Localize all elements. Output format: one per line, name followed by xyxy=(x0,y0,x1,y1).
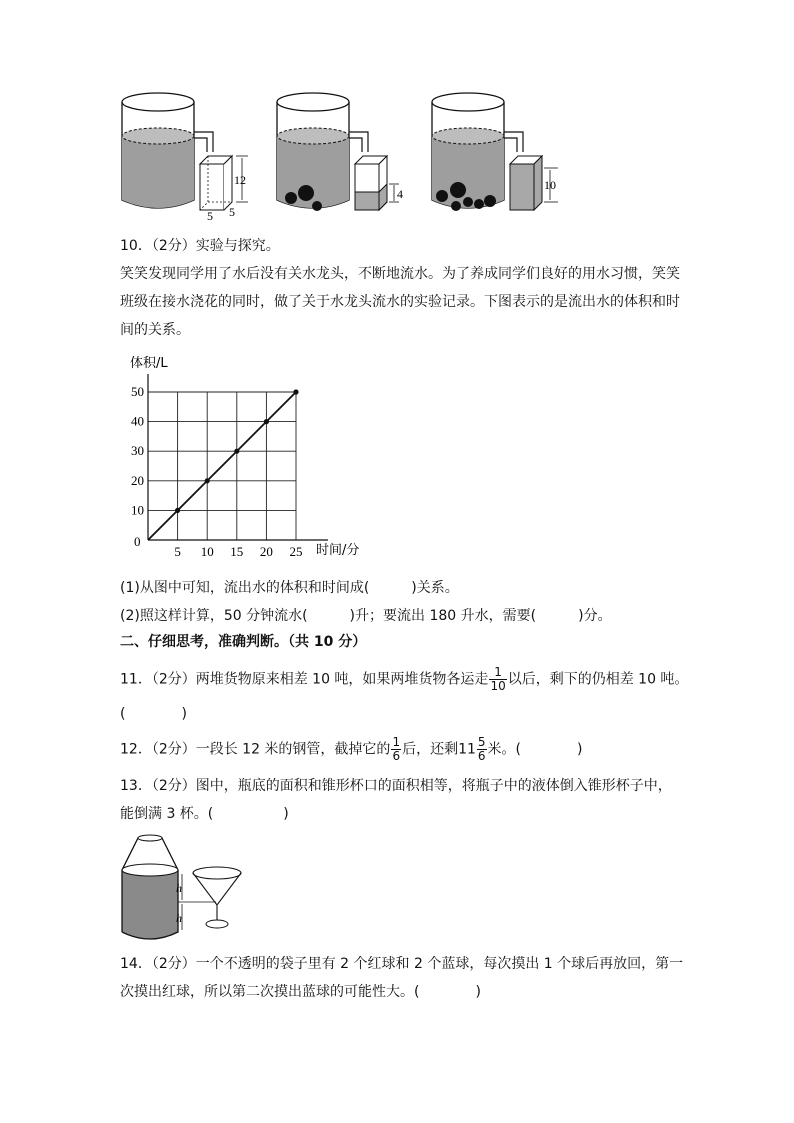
y-tick-label: 30 xyxy=(131,443,144,459)
q10-subquestion-2: (2)照这样计算，50 分钟流水( )升；要流出 180 升水，需要( )分。 xyxy=(120,608,612,624)
q10-paragraph-line-1: 笑笑发现同学用了水后没有关水龙头，不断地流水。为了养成同学们良好的用水习惯，笑笑 xyxy=(120,266,680,282)
q13-line-1: 13．（2分）图中，瓶底的面积和锥形杯口的面积相等，将瓶子中的液体倒入锥形杯子中， xyxy=(120,778,672,794)
q10-subquestion-1: (1)从图中可知，流出水的体积和时间成( )关系。 xyxy=(120,580,459,596)
x-axis-label: 时间/分 xyxy=(316,543,360,558)
q10-paragraph-line-3: 间的关系。 xyxy=(120,322,190,338)
depth-label: 5 xyxy=(229,205,235,219)
q12-text-middle: 后，还剩 xyxy=(402,741,459,758)
y-tick-label: 20 xyxy=(131,472,144,488)
q12-fraction-1 xyxy=(391,736,401,763)
chart-series xyxy=(148,389,299,540)
container-3 xyxy=(432,93,558,211)
data-point xyxy=(264,419,269,424)
x-tick-label: 10 xyxy=(200,544,214,559)
origin-label: 0 xyxy=(134,534,141,549)
height-label: 12 xyxy=(234,173,246,187)
water-rise-label: 4 xyxy=(397,187,403,201)
q10-title: 10．（2分）实验与探究。 xyxy=(120,238,280,254)
y-tick-label: 50 xyxy=(131,384,144,399)
q12-fraction-2-denominator: 6 xyxy=(477,749,486,763)
bottle-and-cone-cup-figure xyxy=(116,832,246,944)
q14-line-2: 次摸出红球，所以第二次摸出蓝球的可能性大。( ) xyxy=(120,984,481,1000)
data-point xyxy=(205,478,210,483)
q12-fraction-1-denominator: 6 xyxy=(392,749,401,763)
q14-line-1: 14．（2分）一个不透明的袋子里有 2 个红球和 2 个蓝球，每次摸出 1 个球后再放回，第一 xyxy=(120,956,684,972)
x-tick-label: 5 xyxy=(174,544,181,559)
y-axis-label: 体积/L xyxy=(130,356,168,371)
chart-axes xyxy=(148,374,328,540)
q11-fraction xyxy=(489,666,506,693)
series-line xyxy=(148,392,296,540)
width-label: 5 xyxy=(207,209,213,222)
q11-answer-blank: ( ) xyxy=(120,706,187,722)
section-2-title: 二、仔细思考，准确判断。（共 10 分） xyxy=(120,634,367,650)
q12-text-end: 米。( ) xyxy=(487,741,583,758)
q11-text-start: 11．（2分）两堆货物原来相差 10 吨，如果两堆货物各运走 xyxy=(120,671,489,688)
container-1 xyxy=(122,93,248,222)
x-tick-label: 20 xyxy=(259,544,273,559)
volume-time-chart xyxy=(118,350,388,565)
q12-text-start: 12．（2分）一段长 12 米的钢管，截掉它的 xyxy=(120,741,391,758)
y-tick-label: 40 xyxy=(131,413,144,429)
h-label-lower: h xyxy=(176,911,182,925)
container-2 xyxy=(277,93,403,211)
q12-mixed-whole: 11 xyxy=(458,741,476,758)
containers-figure xyxy=(110,92,570,222)
q12-fraction-1-numerator: 1 xyxy=(392,735,401,749)
q10-paragraph-line-2: 班级在接水浇花的同时，做了关于水龙头流水的实验记录。下图表示的是流出水的体积和时 xyxy=(120,294,680,310)
q12-fraction-2-numerator: 5 xyxy=(477,735,486,749)
q11-text xyxy=(120,666,688,693)
q11-fraction-numerator: 1 xyxy=(489,666,506,680)
data-point xyxy=(293,389,298,394)
y-tick-label: 10 xyxy=(131,502,144,518)
data-point xyxy=(234,449,239,454)
q13-line-2: 能倒满 3 杯。( ) xyxy=(120,806,289,822)
x-tick-label: 15 xyxy=(230,544,244,559)
q12-fraction-2 xyxy=(477,736,487,763)
water-height-label: 10 xyxy=(544,178,556,192)
q11-text-end: 以后，剩下的仍相差 10 吨。 xyxy=(507,671,689,688)
data-point xyxy=(175,508,180,513)
q12-text xyxy=(120,736,582,763)
h-label-upper: h xyxy=(176,881,182,895)
x-tick-label: 25 xyxy=(289,544,303,559)
q11-fraction-denominator: 10 xyxy=(490,679,506,693)
